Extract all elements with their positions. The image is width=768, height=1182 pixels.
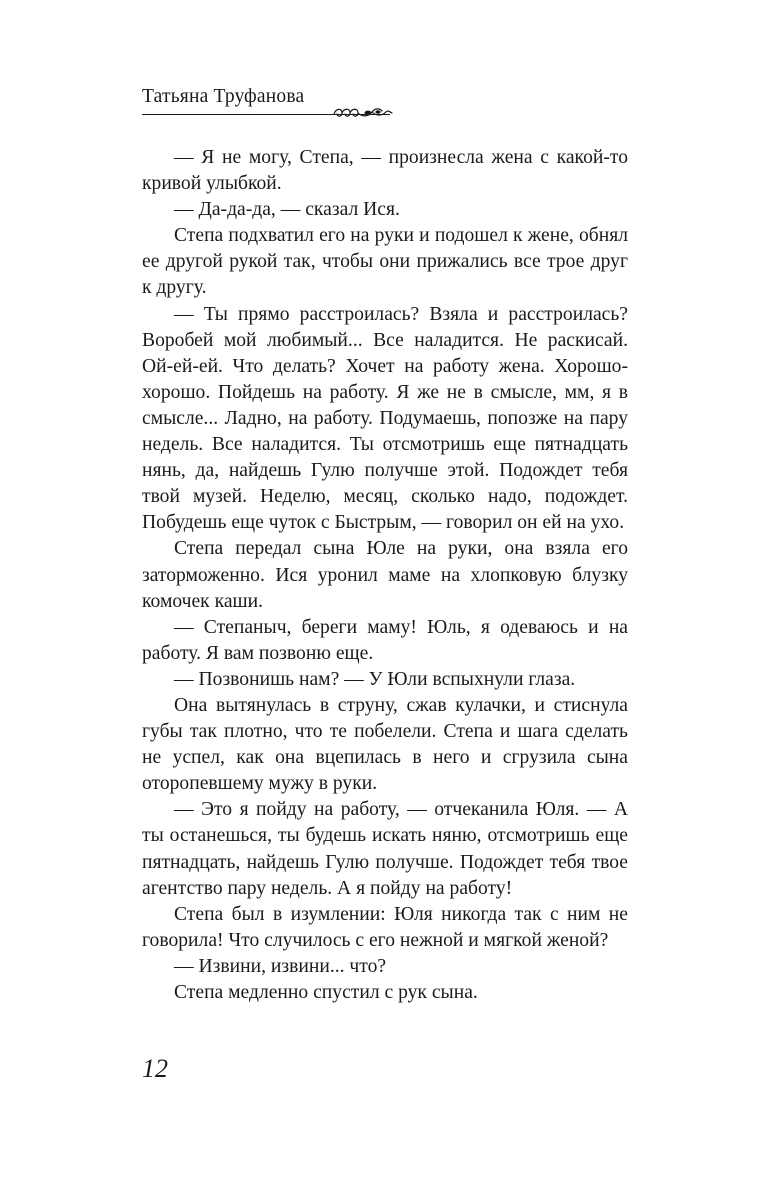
paragraph: Степа был в изумлении: Юля никогда так с ним не говорила! Что случилось с его нежной и мягкой женой? [142, 903, 628, 951]
paragraph: — Позвонишь нам? — У Юли вспыхнули глаза. [174, 668, 576, 690]
paragraph: — Извини, извини... что? [174, 955, 387, 977]
flourish-ornament-icon [332, 100, 394, 122]
paragraph: — Да-да-да, — сказал Ися. [174, 199, 400, 221]
paragraph: Степа передал сына Юле на руки, она взяла его заторможенно. Ися уронил маме на хлопковую блузку комочек каши. [142, 538, 628, 612]
paragraph: — Ты прямо расстроилась? Взяла и расстроилась? Воробей мой любимый... Все наладится. Не раскисай. Ой-ей-ей. Что делать? Хочет на работу жена. Хорошо-хорошо. Пойдешь на работу. Я же не в смысле, мм, я в смысле... Ладно, на работу. Подумаешь, попозже на пару недель. Все наладится. Ты отсмотришь еще пятнадцать нянь, да, найдешь Гулю получше этой. Подождет тебя твой музей. Неделю, месяц, сколько надо, подождет. Побудешь еще чуток с Быстрым, — говорил он ей на ухо. [142, 303, 628, 534]
paragraph: — Я не могу, Степа, — произнесла жена с какой-то кривой улыбкой. [142, 147, 628, 195]
running-header [142, 82, 542, 122]
paragraph: — Это я пойду на работу, — отчеканила Юля. — А ты останешься, ты будешь искать няню, отсмотришь еще пятнадцать, найдешь Гулю получше. Подождет тебя твое агентство пару недель. А я пойду на работу! [142, 799, 628, 899]
paragraph: Она вытянулась в струну, сжав кулачки, и стиснула губы так плотно, что те побелели. Степа и шага сделать не успел, как она вцепилась в него и сгрузила сына оторопевшему мужу в руки. [142, 694, 628, 795]
body-text [142, 145, 628, 1006]
paragraph: — Степаныч, береги маму! Юль, я одеваюсь и на работу. Я вам позвоню еще. [142, 616, 628, 664]
paragraph: Степа подхватил его на руки и подошел к жене, обнял ее другой рукой так, чтобы они прижались все трое друг к другу. [142, 225, 628, 299]
author-name: Татьяна Труфанова [142, 86, 305, 107]
paragraph: Степа медленно спустил с рук сына. [174, 982, 478, 1003]
page-number: 12 [142, 1054, 168, 1083]
